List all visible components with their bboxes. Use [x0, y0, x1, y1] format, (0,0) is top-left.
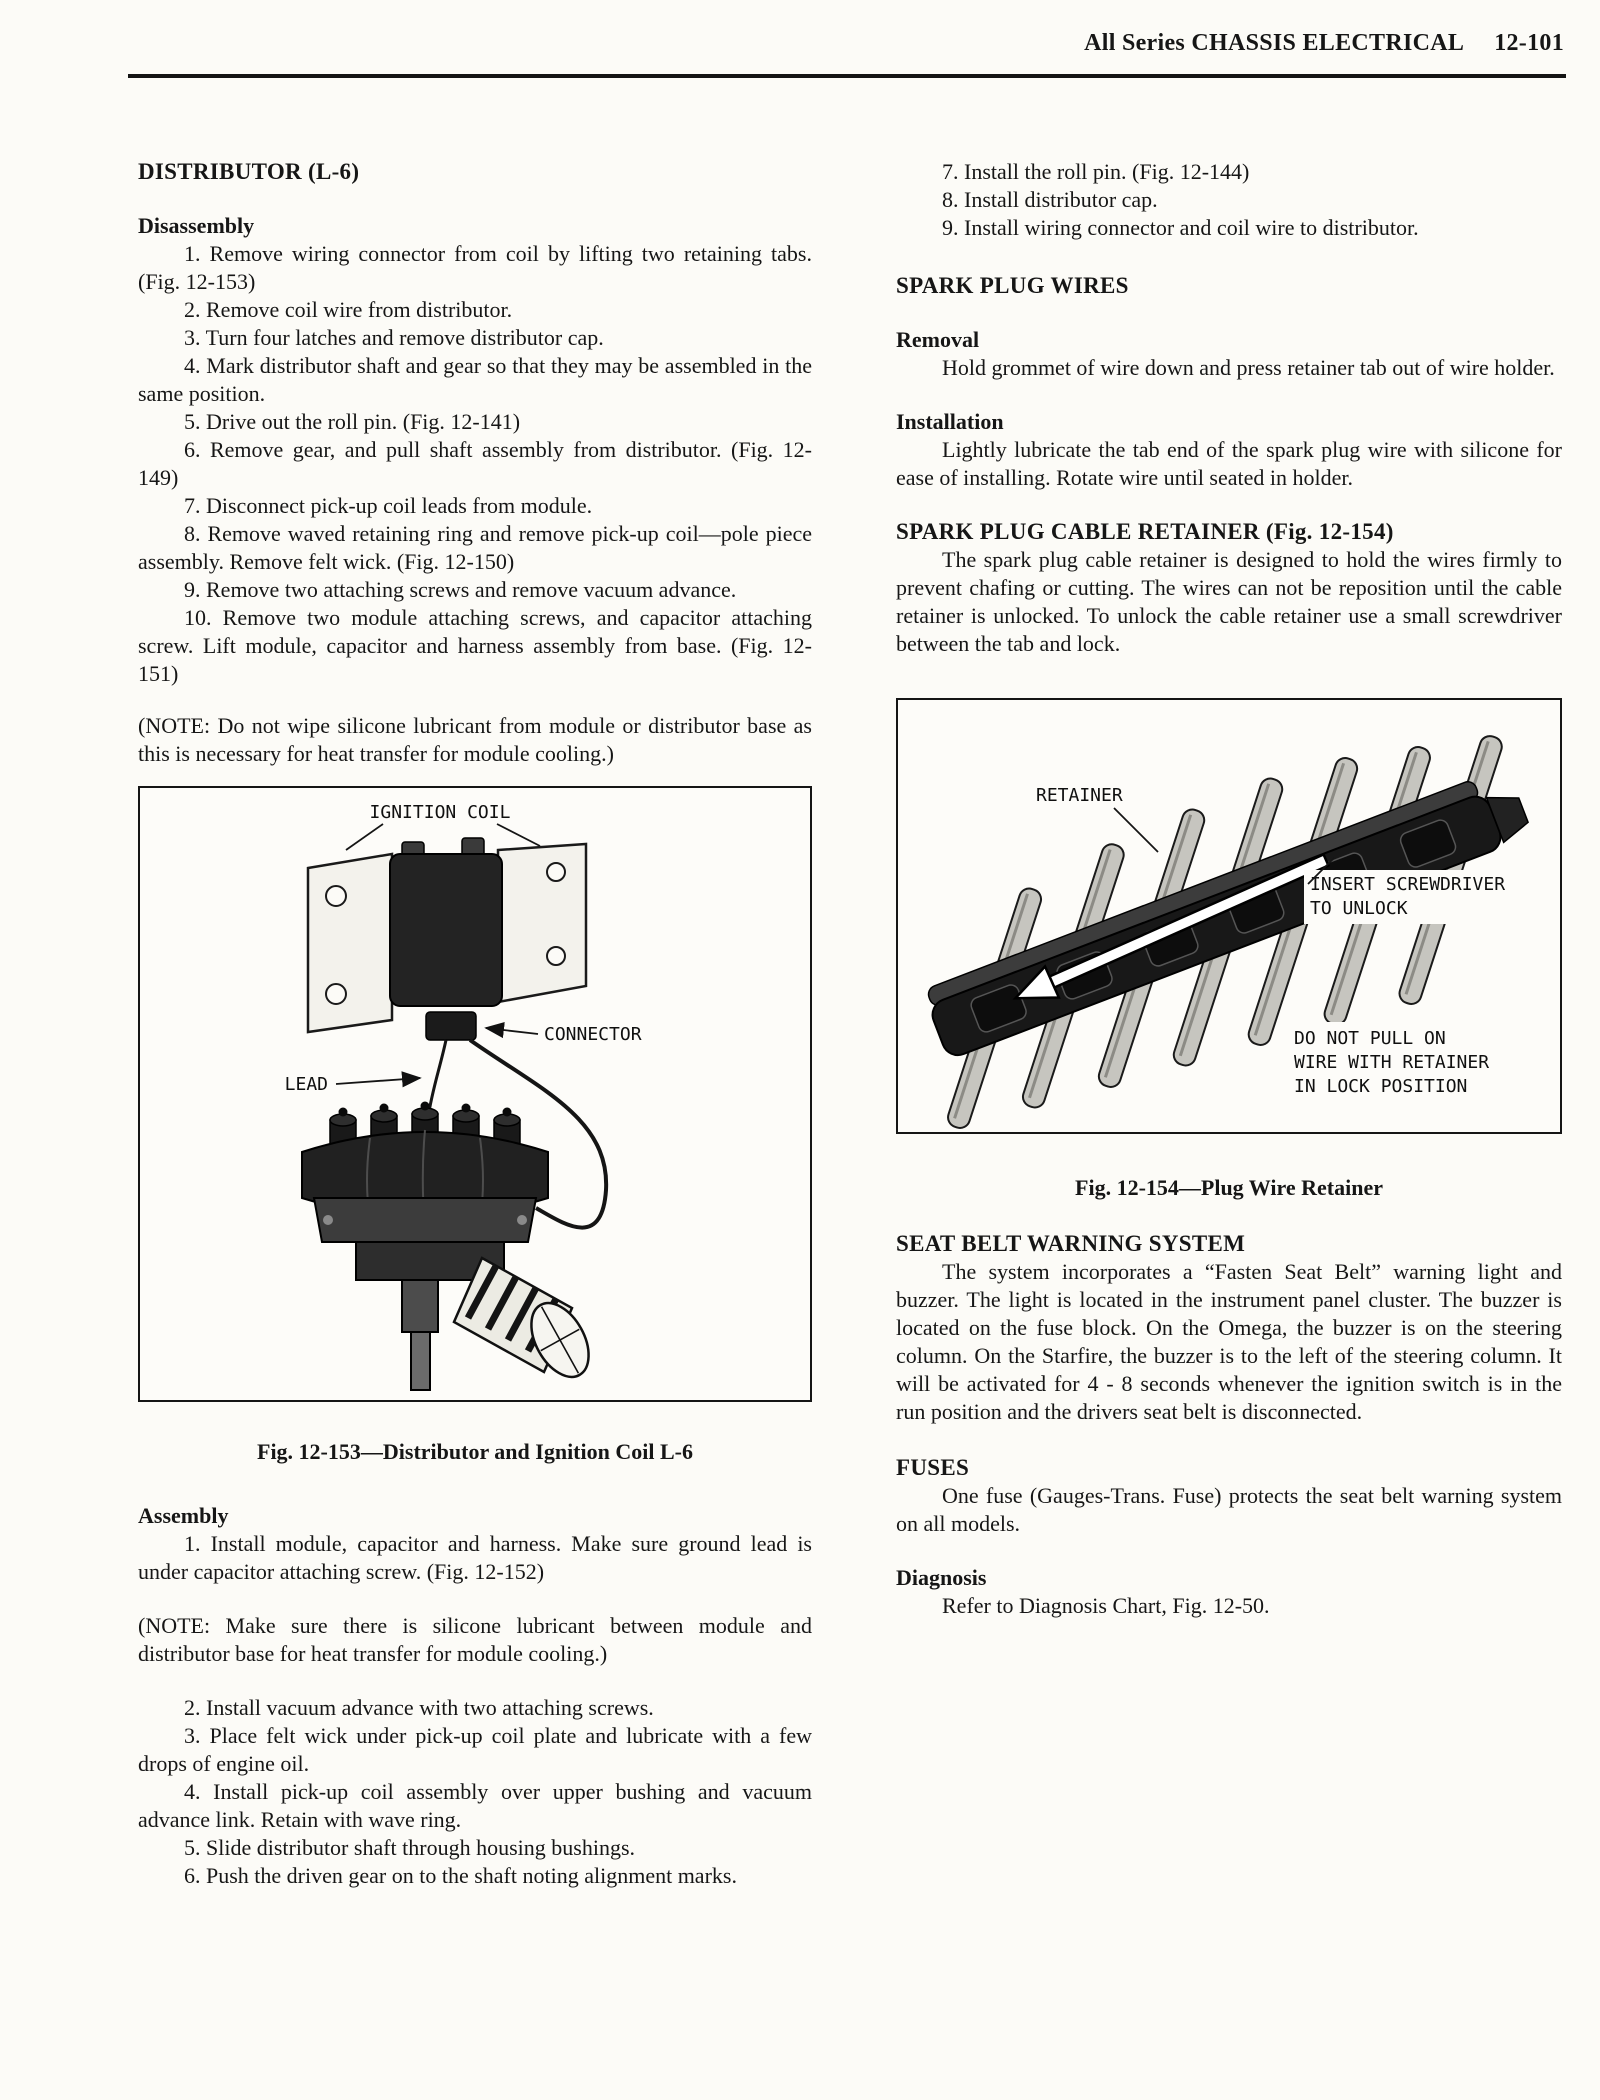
installation-text: Lightly lubricate the tab end of the spark plug wire with silicone for ease of installing. Rotate wire until seated in holder. [896, 437, 1562, 490]
page-header [1084, 30, 1564, 57]
disassembly-heading: Disassembly [138, 213, 255, 238]
fuses-heading: FUSES [896, 1455, 970, 1480]
removal-text: Hold grommet of wire down and press retainer tab out of wire holder. [942, 355, 1555, 380]
seat-belt-text: The system incorporates a “Fasten Seat Belt” warning light and buzzer. The light is located in the instrument panel cluster. The buzzer is located on the fuse block. On the Omega, the buzzer is on the steering column. On the Starfire, the buzzer is to the left of the steering column. It will be activated for 4 - 8 seconds whenever the ignition switch is in the run position and the drivers seat belt is disconnected. [896, 1259, 1562, 1424]
distributor-heading: DISTRIBUTOR (L-6) [138, 159, 360, 184]
fig154-label-insert-line2: TO UNLOCK [1310, 898, 1408, 919]
diagnosis-text: Refer to Diagnosis Chart, Fig. 12-50. [942, 1593, 1270, 1618]
assembly-step-3: 3. Place felt wick under pick-up coil plate and lubricate with a few drops of engine oil. [138, 1723, 812, 1776]
assembly-note: (NOTE: Make sure there is silicone lubricant between module and distributor base for heat transfer for module cooling.) [138, 1613, 812, 1666]
assembly-step-5: 5. Slide distributor shaft through housing bushings. [184, 1835, 635, 1860]
assembly-heading: Assembly [138, 1503, 229, 1528]
fig154-label-insert-line1: INSERT SCREWDRIVER [1310, 874, 1506, 895]
disassembly-step-1: 1. Remove wiring connector from coil by lifting two retaining tabs. (Fig. 12-153) [138, 241, 812, 294]
figure-12-153-caption: Fig. 12-153—Distributor and Ignition Coil L-6 [257, 1439, 693, 1464]
assembly-step-4: 4. Install pick-up coil assembly over upper bushing and vacuum advance link. Retain with wave ring. [138, 1779, 812, 1832]
fig154-label-warn-line2: WIRE WITH RETAINER [1294, 1052, 1490, 1073]
fuses-text: One fuse (Gauges-Trans. Fuse) protects the seat belt warning system on all models. [896, 1483, 1562, 1536]
disassembly-step-7: 7. Disconnect pick-up coil leads from module. [184, 493, 593, 518]
figure-12-154-caption: Fig. 12-154—Plug Wire Retainer [1075, 1175, 1383, 1200]
assembly-step-7: 7. Install the roll pin. (Fig. 12-144) [942, 159, 1250, 184]
left-column [138, 158, 812, 1890]
assembly-step-6: 6. Push the driven gear on to the shaft noting alignment marks. [184, 1863, 737, 1888]
header-page-number: 12-101 [1494, 30, 1564, 56]
cable-retainer-text: The spark plug cable retainer is designed to hold the wires firmly to prevent chafing or cutting. The wires can not be reposition until the cable retainer is unlocked. To unlock the cable retainer use a small screwdriver between the tab and lock. [896, 547, 1562, 656]
disassembly-step-3: 3. Turn four latches and remove distributor cap. [184, 325, 604, 350]
fig154-label-warn-line3: IN LOCK POSITION [1294, 1076, 1468, 1097]
vacuum-advance-drawing [454, 1258, 600, 1387]
spark-plug-wires-heading: SPARK PLUG WIRES [896, 273, 1129, 298]
seat-belt-heading: SEAT BELT WARNING SYSTEM [896, 1231, 1246, 1256]
diagnosis-heading: Diagnosis [896, 1565, 987, 1590]
disassembly-step-10: 10. Remove two module attaching screws, and capacitor attaching screw. Lift module, capacitor and harness assembly from base. (Fig. 12-151) [138, 605, 812, 686]
right-column [896, 158, 1562, 1620]
fig154-label-warn-line1: DO NOT PULL ON [1294, 1028, 1446, 1049]
cable-retainer-heading: SPARK PLUG CABLE RETAINER (Fig. 12-154) [896, 519, 1394, 544]
assembly-step-2: 2. Install vacuum advance with two attaching screws. [184, 1695, 654, 1720]
assembly-step-1: 1. Install module, capacitor and harness. Make sure ground lead is under capacitor attaching screw. (Fig. 12-152) [138, 1531, 812, 1584]
header-rule [128, 74, 1566, 78]
fig154-label-retainer: RETAINER [1036, 785, 1123, 806]
assembly-step-8: 8. Install distributor cap. [942, 187, 1158, 212]
assembly-step-9: 9. Install wiring connector and coil wire to distributor. [942, 215, 1419, 240]
fig154-label-warning-group [1288, 1022, 1514, 1104]
header-title: All Series CHASSIS ELECTRICAL [1084, 30, 1465, 56]
disassembly-step-5: 5. Drive out the roll pin. (Fig. 12-141) [184, 409, 521, 434]
removal-heading: Removal [896, 327, 980, 352]
figure-12-153-illustration [140, 788, 810, 1400]
disassembly-step-6: 6. Remove gear, and pull shaft assembly from distributor. (Fig. 12-149) [138, 437, 812, 490]
disassembly-note: (NOTE: Do not wipe silicone lubricant from module or distributor base as this is necessary for heat transfer for module cooling.) [138, 713, 812, 766]
disassembly-step-8: 8. Remove waved retaining ring and remove pick-up coil—pole piece assembly. Remove felt wick. (Fig. 12-150) [138, 521, 812, 574]
fig153-label-ignition-coil: IGNITION COIL [369, 802, 511, 823]
disassembly-step-9: 9. Remove two attaching screws and remove vacuum advance. [184, 577, 737, 602]
ignition-coil-drawing [308, 838, 586, 1040]
figure-12-154 [896, 698, 1562, 1134]
disassembly-step-2: 2. Remove coil wire from distributor. [184, 297, 513, 322]
fig153-label-connector: CONNECTOR [544, 1024, 642, 1045]
disassembly-step-4: 4. Mark distributor shaft and gear so that they may be assembled in the same position. [138, 353, 812, 406]
installation-heading: Installation [896, 409, 1004, 434]
fig153-label-lead: LEAD [284, 1074, 328, 1095]
figure-12-154-illustration [898, 700, 1560, 1132]
fig154-label-retainer-group [1030, 782, 1158, 852]
figure-12-153 [138, 786, 812, 1402]
